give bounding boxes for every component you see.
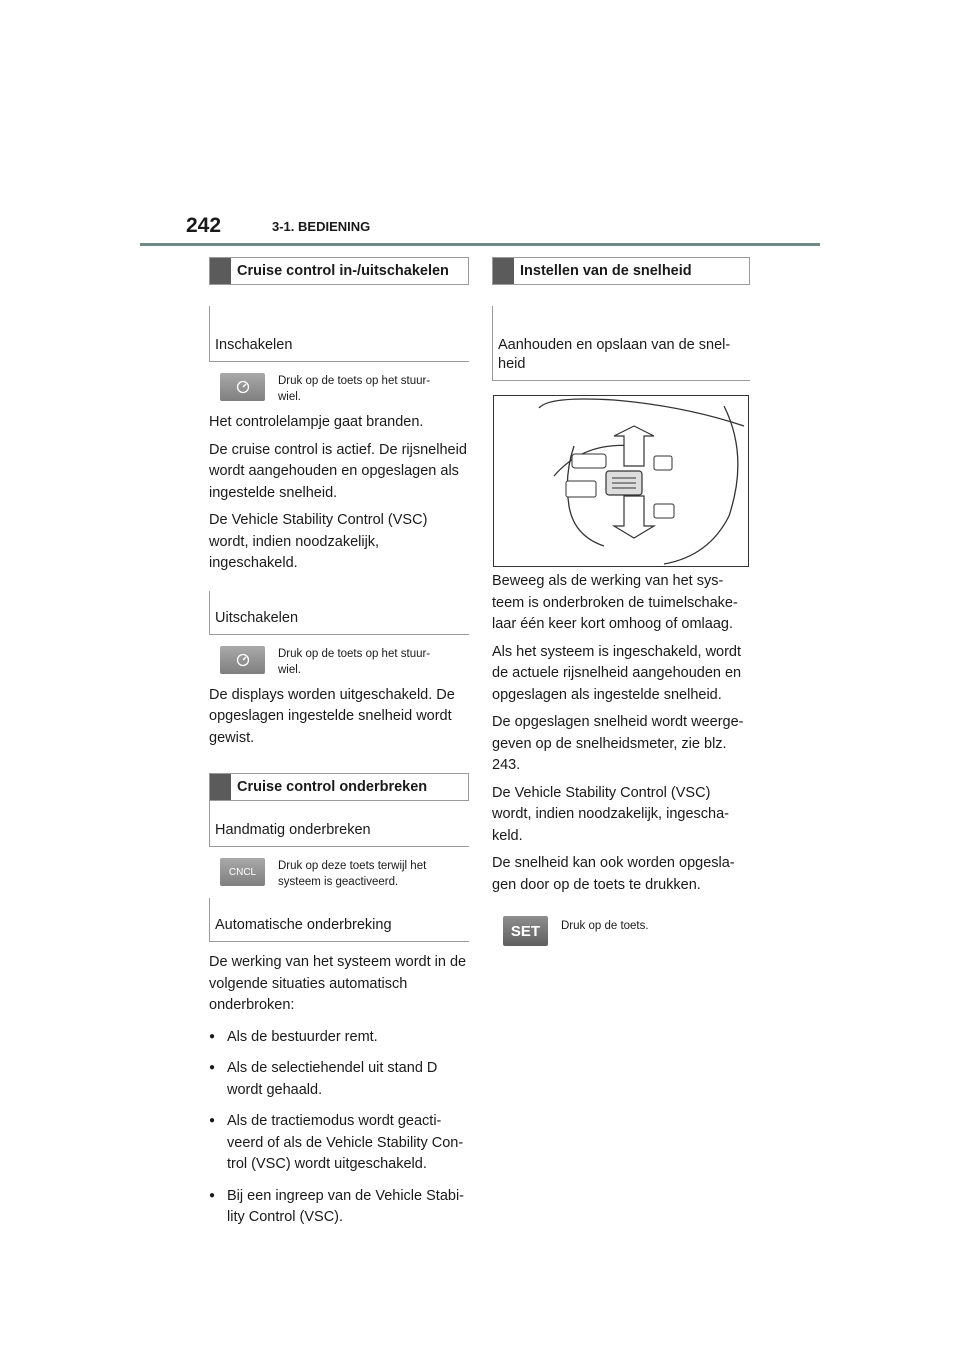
heading-cruise-control-onoff <box>209 257 469 285</box>
button-instruction: Druk op de toets op het stuur- wiel. <box>278 647 431 676</box>
heading-set-speed <box>492 257 750 285</box>
heading-text: Cruise control in-/uitschakelen <box>237 263 449 279</box>
paragraph: De cruise control is actief. De rijsnelheid wordt aangehouden en opgeslagen als ingestelde snelheid. <box>209 441 467 501</box>
bullet-dot-icon: ● <box>209 1062 216 1073</box>
subhead-uitschakelen: Uitschakelen <box>209 591 469 635</box>
section-label: 3-1. BEDIENING <box>272 219 371 234</box>
heading-cruise-control-pause <box>209 773 469 801</box>
subhead-inschakelen: Inschakelen <box>209 306 469 362</box>
paragraph: De Vehicle Stability Control (VSC) wordt, indien noodzakelijk, ingeschakeld. <box>209 512 428 571</box>
right-column <box>492 257 750 946</box>
bullet-item: ● Bij een ingreep van de Vehicle Stabi-lity Control (VSC). <box>209 1186 469 1229</box>
left-column <box>209 257 469 1229</box>
paragraph: Het controlelampje gaat branden. <box>209 414 424 430</box>
paragraph: De displays worden uitgeschakeld. De opgeslagen ingestelde snelheid wordt gewist. <box>209 686 455 746</box>
paragraph: Beweeg als de werking van het sys-teem is onderbroken de tuimelschake-laar één keer kort omhoog of omlaag. <box>492 573 738 632</box>
paragraph: De werking van het systeem wordt in de volgende situaties automatisch onderbroken: <box>209 954 467 1013</box>
bullet-item: ● Als de tractiemodus wordt geacti-veerd of als de Vehicle Stability Con-trol (VSC) wordt uitgeschakeld. <box>209 1111 469 1176</box>
speedometer-icon <box>236 380 250 394</box>
bullet-dot-icon: ● <box>209 1030 216 1042</box>
cruise-control-button-image <box>220 646 265 674</box>
paragraph: De snelheid kan ook worden opgesla-gen door op de toets te drukken. <box>492 855 735 893</box>
button-row-cncl <box>220 858 469 890</box>
cncl-button-image: CNCL <box>220 858 265 886</box>
button-instruction: Druk op de toets op het stuur- wiel. <box>278 375 431 403</box>
bullet-item: ● Als de selectiehendel uit stand D wordt gehaald. <box>209 1058 469 1101</box>
speedometer-icon <box>236 653 250 667</box>
subhead-aanhouden: Aanhouden en opslaan van de snel-heid <box>492 306 750 381</box>
steering-switch-icon <box>494 396 748 566</box>
subhead-handmatig: Handmatig onderbreken <box>209 801 469 847</box>
paragraph: De opgeslagen snelheid wordt weerge-geven op de snelheidsmeter, zie blz. 243. <box>492 714 744 773</box>
cruise-control-button-image <box>220 373 265 401</box>
heading-text: Cruise control onderbreken <box>237 779 428 795</box>
button-row-off <box>220 646 469 678</box>
bullet-dot-icon: ● <box>209 1189 216 1201</box>
heading-marker <box>493 258 514 284</box>
header-rule <box>140 243 820 246</box>
button-row-set <box>503 916 750 946</box>
bullet-dot-icon: ● <box>209 1115 216 1126</box>
bullet-item: ● Als de bestuurder remt. <box>209 1027 469 1049</box>
button-instruction: Druk op deze toets terwijl het systeem is geactiveerd. <box>278 860 427 888</box>
button-instruction: Druk op de toets. <box>561 920 649 932</box>
heading-text: Instellen van de snelheid <box>520 263 692 279</box>
subhead-automatisch: Automatische onderbreking <box>209 898 469 942</box>
set-button-image: SET <box>503 916 548 946</box>
page-number: 242 <box>186 214 222 237</box>
paragraph: De Vehicle Stability Control (VSC) wordt, indien noodzakelijk, ingescha-keld. <box>492 784 729 844</box>
heading-marker <box>210 258 231 284</box>
button-row-on <box>220 373 469 405</box>
paragraph: Als het systeem is ingeschakeld, wordt de actuele rijsnelheid aangehouden en opgeslagen als ingestelde snelheid. <box>492 643 742 703</box>
heading-marker <box>210 774 231 800</box>
steering-wheel-illustration <box>493 395 749 567</box>
